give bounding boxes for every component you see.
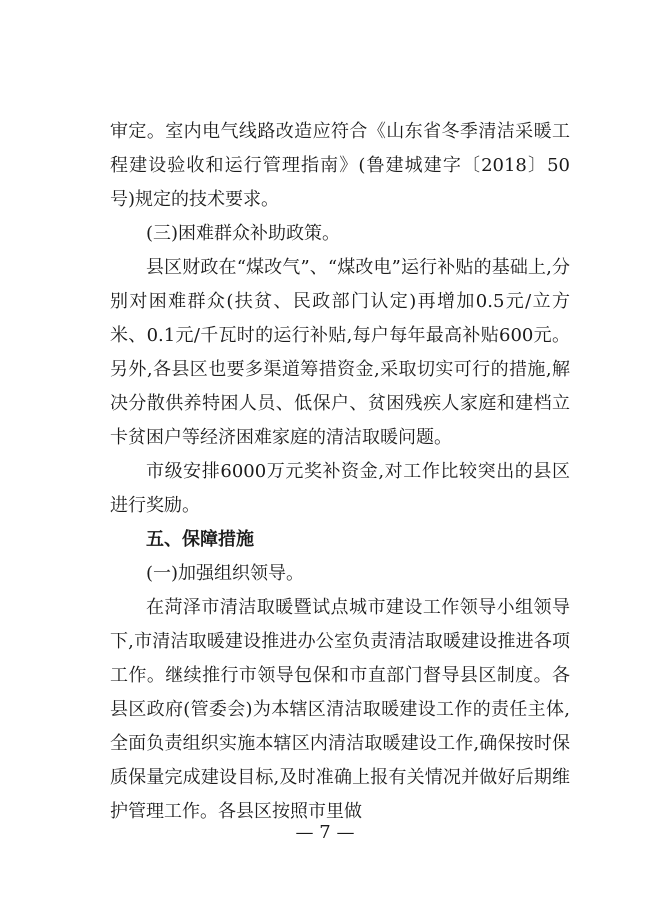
page-number: — 7 — [295, 822, 355, 843]
subheading-leadership: (一)加强组织领导。 [146, 563, 305, 584]
paragraph-municipal-funds: 市级安排6000万元奖补资金,对工作比较突出的县区进行奖励。 [110, 461, 570, 516]
document-body [110, 115, 570, 829]
paragraph-leadership-details: 在菏泽市清洁取暖暨试点城市建设工作领导小组领导下,市清洁取暖建设推进办公室负责清洁取暖建设推进各项工作。继续推行市领导包保和市直部门督导县区制度。各县区政府(管委会)为本辖区清洁取暖建设工作的责任主体,全面负责组织实施本辖区内清洁取暖建设工作,确保按时保质保量完成建设目标,及时准确上报有关情况并做好后期维护管理工作。各县区按照市里做 [110, 597, 570, 822]
paragraph-continuation: 审定。室内电气线路改造应符合《山东省冬季清洁采暖工程建设验收和运行管理指南》(鲁建城建字〔2018〕50号)规定的技术要求。 [110, 121, 570, 210]
paragraph-subsidy-details: 县区财政在“煤改气”、“煤改电”运行补贴的基础上,分别对困难群众(扶贫、民政部门认定)再增加0.5元/立方米、0.1元/千瓦时的运行补贴,每户每年最高补贴600元。另外,各县区也要多渠道筹措资金,采取切实可行的措施,解决分散供养特困人员、低保户、贫困残疾人家庭和建档立卡贫困户等经济困难家庭的清洁取暖问题。 [110, 257, 570, 448]
subheading-hardship-subsidy: (三)困难群众补助政策。 [146, 223, 341, 244]
section-heading-safeguards: 五、保障措施 [146, 529, 254, 550]
